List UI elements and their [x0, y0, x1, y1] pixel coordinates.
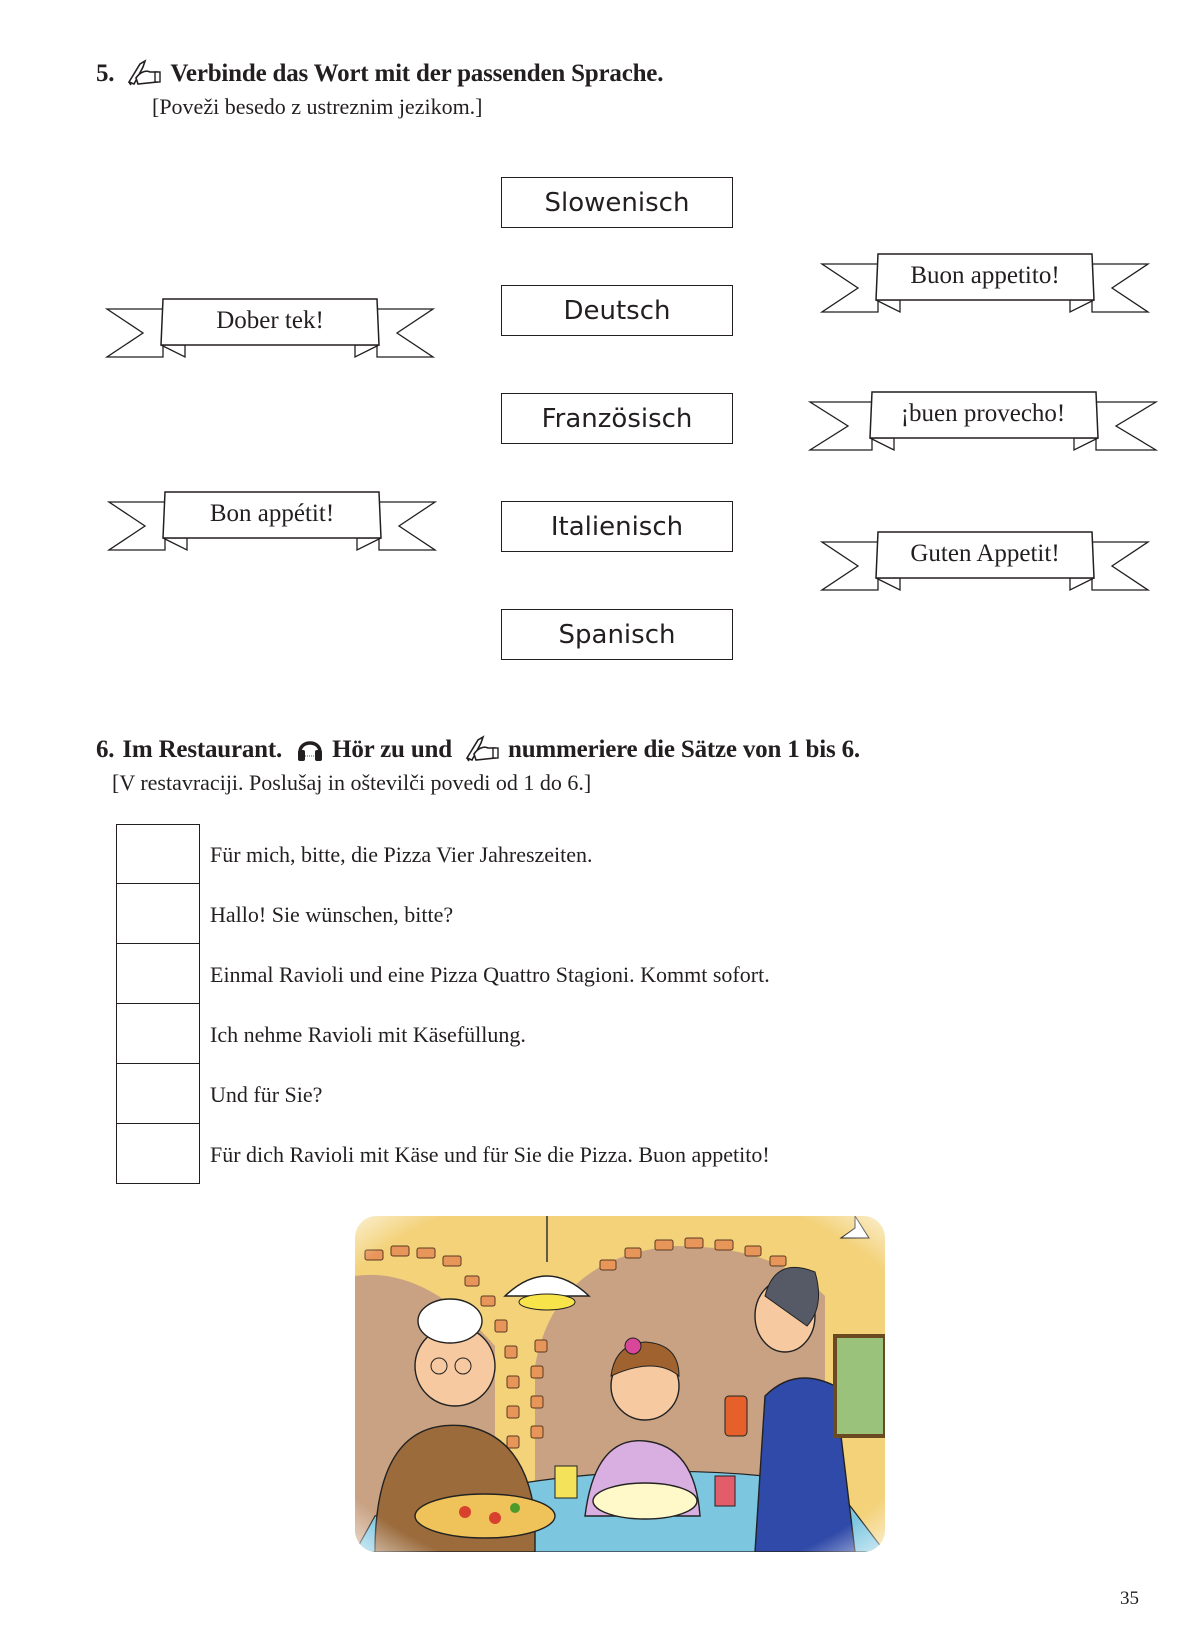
language-box-spanisch[interactable]	[501, 609, 733, 660]
sentence-text: Hallo! Sie wünschen, bitte?	[210, 902, 454, 927]
language-box-italienisch[interactable]	[501, 501, 733, 552]
sentence-text: Und für Sie?	[210, 1082, 323, 1107]
phrase-label: Dober tek!	[216, 307, 324, 334]
exercise-6-topic: Im Restaurant.	[122, 736, 283, 763]
headphones-icon	[296, 734, 324, 769]
exercise-5-title	[96, 58, 663, 93]
exercise-6-title	[96, 734, 860, 769]
phrase-banner-bon-appetit[interactable]	[107, 490, 437, 554]
language-label: Spanisch	[558, 619, 676, 650]
language-box-franzoesisch[interactable]	[501, 393, 733, 444]
page-number: 35	[1120, 1588, 1139, 1609]
restaurant-scene-illustration	[355, 1216, 885, 1552]
phrase-banner-buen-provecho[interactable]	[808, 390, 1138, 454]
number-input-box[interactable]	[116, 1064, 200, 1124]
exercise-5-instruction: Verbinde das Wort mit der passenden Sprache.	[170, 60, 664, 87]
sentence-text: Für mich, bitte, die Pizza Vier Jahreszeiten.	[210, 842, 593, 867]
number-input-box[interactable]	[116, 1004, 200, 1064]
sentence-text: Für dich Ravioli mit Käse und für Sie die Pizza. Buon appetito!	[210, 1142, 770, 1167]
language-label: Deutsch	[563, 295, 671, 326]
language-box-deutsch[interactable]	[501, 285, 733, 336]
sentence-text: Einmal Ravioli und eine Pizza Quattro Stagioni. Kommt sofort.	[210, 962, 770, 987]
sentence-text: Ich nehme Ravioli mit Käsefüllung.	[210, 1022, 526, 1047]
number-input-box[interactable]	[116, 1124, 200, 1184]
exercise-number: 6.	[96, 736, 115, 763]
writing-hand-icon	[464, 734, 500, 769]
writing-hand-icon	[126, 58, 162, 93]
language-label: Französisch	[541, 403, 693, 434]
number-input-box[interactable]	[116, 824, 200, 884]
number-input-box[interactable]	[116, 944, 200, 1004]
number-input-box[interactable]	[116, 884, 200, 944]
phrase-label: Buon appetito!	[910, 262, 1060, 289]
language-box-slowenisch[interactable]	[501, 177, 733, 228]
phrase-banner-dober-tek[interactable]	[105, 297, 435, 361]
exercise-6-listen-text: Hör zu und	[332, 736, 452, 763]
phrase-banner-guten-appetit[interactable]	[820, 530, 1150, 594]
exercise-number: 5.	[96, 60, 115, 87]
exercise-6-translation: [V restavraciji. Poslušaj in oštevilči povedi od 1 do 6.]	[112, 770, 592, 795]
language-label: Slowenisch	[544, 187, 690, 218]
phrase-label: ¡buen provecho!	[900, 400, 1066, 427]
exercise-6-instruction: nummeriere die Sätze von 1 bis 6.	[508, 736, 860, 763]
phrase-label: Guten Appetit!	[910, 540, 1060, 567]
phrase-banner-buon-appetito[interactable]	[820, 252, 1150, 316]
language-label: Italienisch	[550, 511, 684, 542]
phrase-label: Bon appétit!	[209, 500, 335, 527]
exercise-5-translation: [Poveži besedo z ustreznim jezikom.]	[152, 94, 483, 119]
